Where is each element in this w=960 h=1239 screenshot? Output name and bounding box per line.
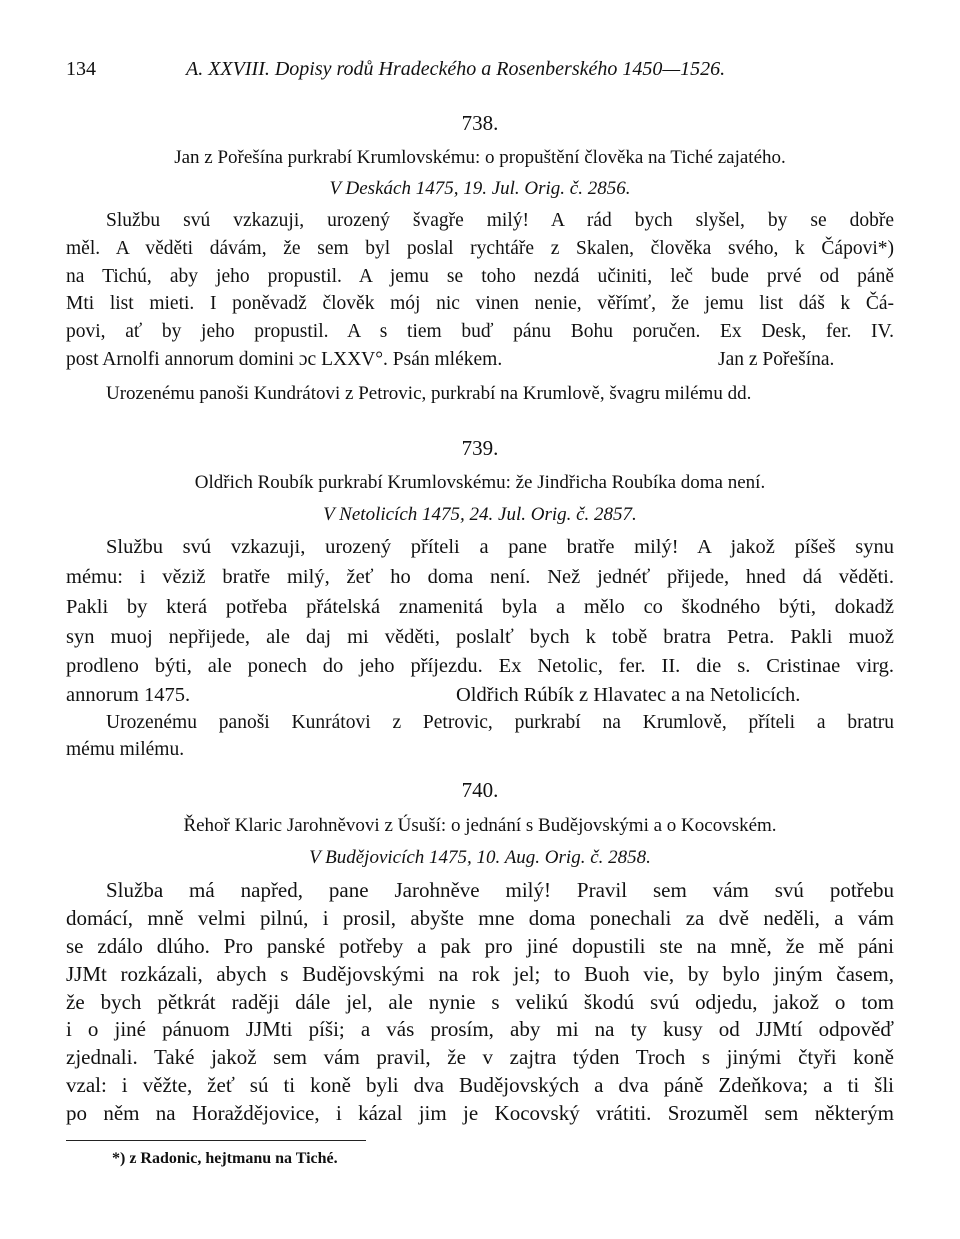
letter-text-line: syn muoj nepřijede, ale daj mi věděti, poslalť bych k tobě bratra Petra. Pakli muož [66,626,894,648]
letter-address: Urozenému panoši Kundrátovi z Petrovic, purkrabí na Krumlově, švagru milému dd. [106,383,752,404]
letter-text-line: zjednali. Také jakož sem vám pravil, že v zajtra týden Troch s jinými čtyři koně [66,1045,894,1069]
letter-text-line: po něm na Horaždějovice, i kázal jim je Kocovský vrátiti. Srozuměl sem některým [66,1101,894,1125]
letter-text-line: Službu svú vzkazuji, urozený příteli a pane bratře milý! A jakož píšeš synu [106,536,894,558]
letter-number: 738. [461,111,499,135]
letter-regest: Řehoř Klaric Jarohněvovi z Úsuší: o jednání s Budějovskými a o Kocovském. [183,815,777,836]
footnote: *) z Radonic, hejtmanu na Tiché. [112,1150,338,1167]
letter-text-line: Mti list mieti. I poněvadž člověk mój nic vinen nenie, věřímť, že jemu list dáš k Čá- [66,293,894,314]
letter-text-line: annorum 1475. [66,684,191,706]
letter-signature: Jan z Pořešína. [718,349,835,370]
letter-text-line: povi, ať by jeho propustil. A s tiem buď pánu Bohu poručen. Ex Desk, fer. IV. [66,321,894,342]
letter-text-line: že bych pětkrát raději dále jel, ale nynie s velikú škodú svú odjedu, jakož o tom [66,990,894,1014]
running-title: A. XXVIII. Dopisy rodů Hradeckého a Rosenberského 1450—1526. [186,58,726,80]
footnote-divider [66,1140,366,1141]
letter-text-line: mému: i věziž bratře milý, žeť ho doma není. Než jednéť přijede, hned dá věděti. [66,566,894,588]
letter-text-line: vzal: i věžte, žeť sú ti koně byli dva Budějovských a dva páně Zdeňkova; a ti šli [66,1073,894,1097]
letter-text-line: prodleno býti, ale ponech do jeho příjezdu. Ex Netolic, fer. II. die s. Cristinae virg. [66,655,894,677]
letter-address: Urozenému panoši Kunrátovi z Petrovic, purkrabí na Krumlově, příteli a bratru [106,712,894,733]
letter-text-line: na Tichú, aby jeho propustil. A jemu se toho nezdá učiniti, leč bude prvé od páně [66,266,894,287]
letter-text-line: domácí, mně velmi pilnú, i prosil, abyšte mne doma ponechali za dvě neděli, a vám [66,906,894,930]
letter-text-line: Pakli by která potřeba přátelská znamenitá byla a mělo co škodného býti, dokadž [66,596,894,618]
page-header [66,58,896,88]
letter-source: V Netolicích 1475, 24. Jul. Orig. č. 2857. [323,504,637,525]
letter-regest: Jan z Pořešína purkrabí Krumlovskému: o propuštění člověka na Tiché zajatého. [174,147,786,168]
letter-text-line: Službu svú vzkazuji, urozený švagře milý! A rád bych slyšel, by se dobře [106,210,894,231]
letter-number: 739. [461,436,499,460]
letter-text-line: JJMt rozkázali, abych s Budějovskými na rok jel; to Buoh vie, by bylo jiným časem, [66,962,894,986]
letter-source: V Budějovicích 1475, 10. Aug. Orig. č. 2858. [309,847,651,868]
letter-number: 740. [461,778,499,802]
letter-text-line: i o jiné pánuom JJMti píši; a vás prosím, aby mi na ty kusy od JJMtí odpověď [66,1017,894,1041]
letter-source: V Deskách 1475, 19. Jul. Orig. č. 2856. [329,178,631,199]
letter-text-line: se zdálo dlúho. Pro panské potřeby a pak pro jiné dopustili ste na mně, že mě páni [66,934,894,958]
letter-text-line: post Arnolfi annorum domini ɔc LXXV°. Psán mlékem. [66,349,503,370]
letter-text-line: Služba má napřed, pane Jarohněve milý! Pravil sem vám svú potřebu [106,878,894,902]
letter-signature: Oldřich Rúbík z Hlavatec a na Netolicích. [456,684,801,706]
letter-address: mému milému. [66,739,185,760]
page-number: 134 [66,58,96,80]
letter-regest: Oldřich Roubík purkrabí Krumlovskému: že Jindřicha Roubíka doma není. [194,472,766,493]
letter-text-line: měl. A věděti dávám, že sem byl poslal rychtáře z Skalen, člověka svého, k Čápovi*) [66,238,894,259]
